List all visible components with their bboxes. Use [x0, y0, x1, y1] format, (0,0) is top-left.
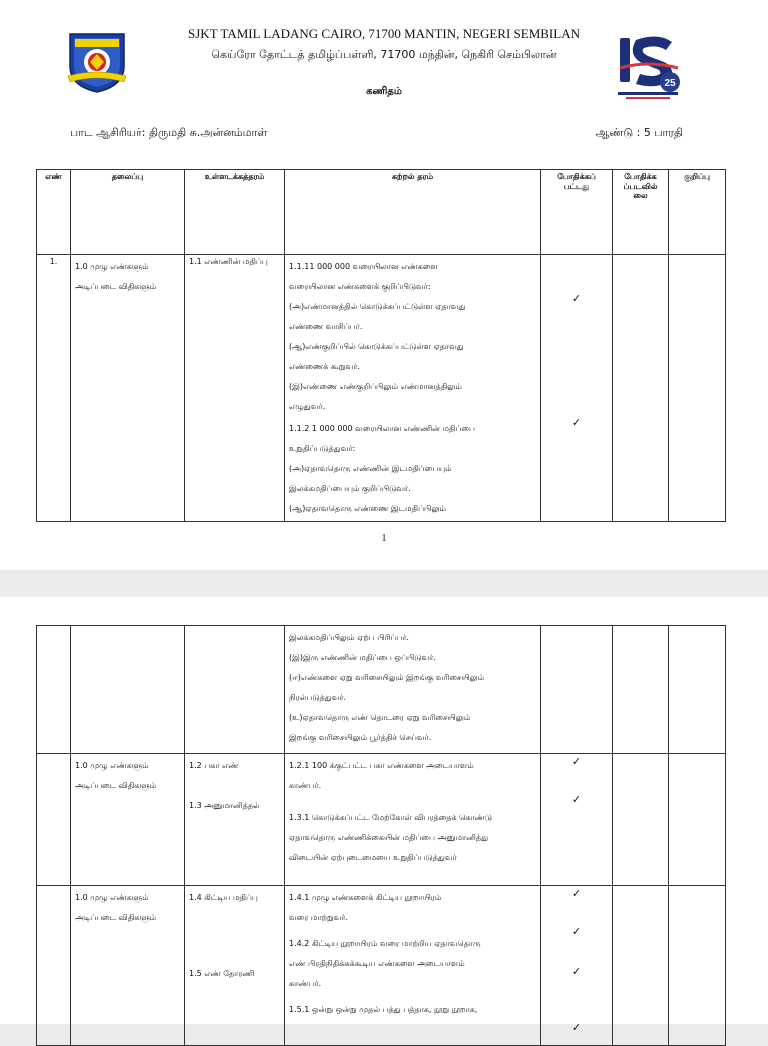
row-number	[37, 626, 71, 754]
subject-title: கணிதம்	[366, 86, 402, 97]
learning-line: நிரல்படுத்துவர்.	[289, 693, 347, 702]
learning-line: வரை மாற்றுவர்.	[289, 913, 349, 922]
topic-line: 1.0 முழு எண்களும்	[75, 761, 149, 770]
checkmark-icon: ✓	[571, 887, 582, 900]
learning-line: (அ)எண்மானத்தில் கொடுக்கப்பட்டுள்ள ஏதாவது	[289, 302, 466, 311]
learning-line: 1.3.1 கொடுக்கப்பட்ட மேற்கோள் விபரத்தைக் கொண்டு	[289, 813, 492, 822]
content-standard-label: 1.2 பகா எண்	[189, 761, 239, 770]
taught-cell	[541, 626, 613, 754]
topic-line: அடிப்படை விதிகளும்	[75, 781, 157, 790]
not-taught-cell	[613, 626, 669, 754]
content-standard-label: 1.1 எண்ணின் மதிப்பு	[189, 257, 268, 266]
column-header-topic: தலைப்பு	[71, 170, 185, 255]
not-taught-cell	[613, 754, 669, 886]
learning-line: இலக்கமதிப்பையும் குறிப்பிடுவர்.	[289, 484, 411, 493]
column-header-learning-standard: கற்றல் தரம்	[285, 170, 541, 255]
content-standard-cell	[185, 886, 285, 1046]
learning-line: 1.4.2 கிட்டிய நூறாயிரம் வரை மாற்றிய ஏதாவதொரு	[289, 939, 481, 948]
learning-line: (இ)இரு எண்ணின் மதிப்பை ஒப்பிடுவர்.	[289, 653, 436, 662]
learning-line: (இ)எண்ணை எண்குறிப்பிலும் எண்மானத்திலும்	[289, 382, 462, 391]
syllabus-table-page-1	[36, 169, 726, 522]
learning-line: இலக்கமதிப்பிலும் ஏற்ப பிரிப்பர்.	[289, 633, 409, 642]
checkmark-icon: ✓	[571, 416, 582, 429]
column-header-remarks: குறிப்பு	[669, 170, 726, 255]
column-header-number: எண்	[37, 170, 71, 255]
remarks-cell	[669, 754, 726, 886]
learning-line: (ஆ)எண்குறிப்பில் கொடுக்கப்பட்டுள்ள ஏதாவது	[289, 342, 464, 351]
remarks-cell	[669, 886, 726, 1046]
table-row	[37, 255, 726, 522]
topic-cell	[71, 886, 185, 1046]
learning-line: 1.5.1 ஒன்று ஒன்று முதல் பத்து பத்தாக, நூறு நூறாக,	[289, 1005, 478, 1014]
page-number: 1	[381, 533, 387, 544]
column-header-not-taught: போதிக்க ப்படவில் லை	[613, 170, 669, 255]
learning-line: உறுதிப்படுத்துவர்:	[289, 444, 356, 453]
learning-standard-cell	[285, 255, 541, 522]
learning-line: ஏதாவதொரு எண்ணிக்கையின் மதிப்பை அனுமானித்து	[289, 833, 489, 842]
taught-cell	[541, 255, 613, 522]
content-standard-cell	[185, 255, 285, 522]
remarks-cell	[669, 626, 726, 754]
table-row	[37, 886, 726, 1046]
learning-line: காண்பர்.	[289, 781, 322, 790]
column-header-taught: போதிக்கப் பட்டது	[541, 170, 613, 255]
learning-standard-cell	[285, 754, 541, 886]
checkmark-icon: ✓	[571, 965, 582, 978]
teacher-name: பாட ஆசிரியர்: திருமதி சு.அன்னம்மாள்	[70, 126, 268, 139]
content-standard-cell	[185, 754, 285, 886]
topic-line: 1.0 முழு எண்களும்	[75, 262, 149, 271]
content-standard-label: 1.4 கிட்டிய மதிப்பு	[189, 893, 258, 902]
learning-standard-cell	[285, 886, 541, 1046]
syllabus-table-page-2	[36, 625, 726, 1046]
learning-line: இறங்கு வரிசையிலும் பூர்த்திச் செய்வர்.	[289, 733, 432, 742]
learning-line: 1.4.1 முழு எண்களைக் கிட்டிய நூறாயிரம்	[289, 893, 442, 902]
learning-line: (அ)ஏதாவதொரு எண்ணின் இடமதிப்பையும்	[289, 464, 452, 473]
school-name-english: SJKT TAMIL LADANG CAIRO, 71700 MANTIN, NEGERI SEMBILAN	[188, 26, 580, 41]
class-year: ஆண்டு : 5 பாரதி	[595, 126, 683, 139]
learning-line: 1.1.11 000 000 வரையிலான எண்களை	[289, 262, 438, 271]
row-number	[37, 886, 71, 1046]
topic-line: அடிப்படை விதிகளும்	[75, 282, 157, 291]
not-taught-cell	[613, 255, 669, 522]
topic-line: 1.0 முழு எண்களும்	[75, 893, 149, 902]
learning-line: எழுதுவர்.	[289, 402, 326, 411]
learning-line: எண் பிரதிநிதிக்கக்கூடிய எண்களை அடையாளம்	[289, 959, 465, 968]
taught-cell	[541, 754, 613, 886]
content-standard-label: 1.5 எண் தோரணி	[189, 969, 255, 978]
remarks-cell	[669, 255, 726, 522]
topic-line: அடிப்படை விதிகளும்	[75, 913, 157, 922]
learning-line: (ஈ)எண்களை ஏறு வரிசையிலும் இறங்கு வரிசையிலும்	[289, 673, 485, 682]
row-number	[37, 754, 71, 886]
document-page-2	[0, 597, 768, 1034]
checkmark-icon: ✓	[571, 793, 582, 806]
table-row	[37, 626, 726, 754]
learning-line: எண்ணைக் கூறுவர்.	[289, 362, 360, 371]
checkmark-icon: ✓	[571, 1021, 582, 1034]
checkmark-icon: ✓	[571, 925, 582, 938]
learning-line: 1.2.1 100 க்குட்பட்ட பகா எண்களை அடையாளம்	[289, 761, 474, 770]
table-row	[37, 754, 726, 886]
learning-line: வரையிலான எண்களைக் குறிப்பிடுவர்:	[289, 282, 431, 291]
learning-line: (உ)ஏதாவதொரு எண் தொடரை ஏறு வரிசையிலும்	[289, 713, 471, 722]
table-header-row	[37, 170, 726, 255]
learning-line: 1.1.2 1 000 000 வரையிலான எண்ணின் மதிப்பை	[289, 424, 475, 433]
learning-line: (ஆ)ஏதாவதொரு எண்ணை இடமதிப்பிலும்	[289, 504, 446, 513]
learning-standard-cell	[285, 626, 541, 754]
content-standard-cell	[185, 626, 285, 754]
topic-cell	[71, 754, 185, 886]
school-name-tamil: கெய்ரோ தோட்டத் தமிழ்ப்பள்ளி, 71700 மந்தின், நெகிரி செம்பிலான்	[211, 48, 557, 61]
not-taught-cell	[613, 886, 669, 1046]
row-number: 1.	[37, 255, 71, 522]
logo-25-label: 25	[664, 78, 676, 89]
topic-cell	[71, 626, 185, 754]
learning-line: காண்பர்.	[289, 979, 322, 988]
content-standard-label: 1.3 அனுமானித்தல்	[189, 801, 260, 810]
learning-line: விடையின் ஏற்புடைமையை உறுதிப்படுத்துவர்	[289, 853, 457, 862]
checkmark-icon: ✓	[571, 755, 582, 768]
taught-cell	[541, 886, 613, 1046]
checkmark-icon: ✓	[571, 292, 582, 305]
learning-line: எண்ணை வாசிப்பர்.	[289, 322, 363, 331]
column-header-content-standard: உள்ளடக்கத்தரம்	[185, 170, 285, 255]
topic-cell	[71, 255, 185, 522]
